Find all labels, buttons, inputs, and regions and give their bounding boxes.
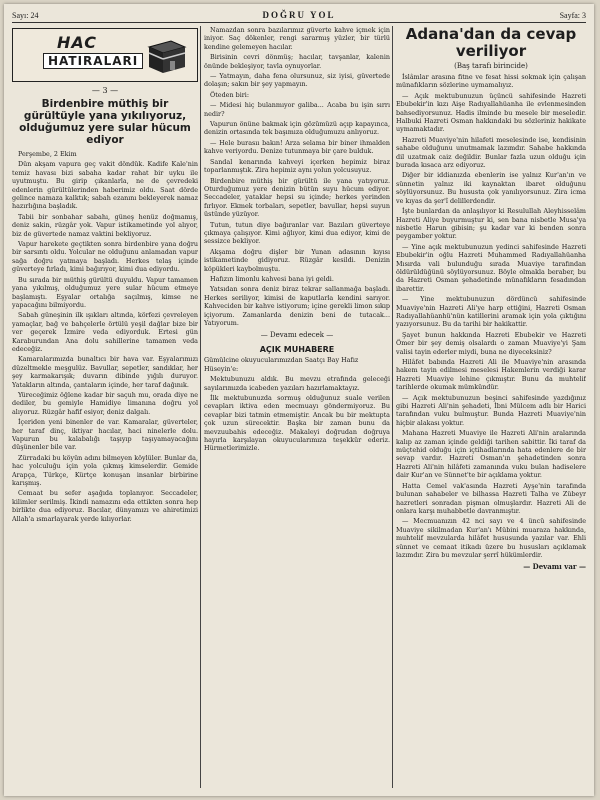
acik-muhabere-title: AÇIK MUHABERE [259,345,335,355]
paragraph: Hazreti Muaviye'nin hilafeti meselesinde ise, kendisinin sahabe olduğunu unutmamak lazımdır. Sahabe hakkında dil uzatmak caiz değildir. Bunlar fazla uzun olduğu için burada kısaca arz ediyoruz. [396,135,586,170]
paragraph: — Yine mektubunuzun dördüncü sahifesinde Muaviye'nin Hazreti Ali'ye harp ettiğini, Hazreti Osman Radıyallahüanhü'nün katillerini aramak için yola çıktığını yazıyorsunuz. Bu da tarihi bir hakikattir. [396,295,586,329]
page-header [12,8,586,23]
acik-muhabere-body [204,375,390,453]
paragraph: Vapurun önüne bakmak için gözümüzü açıp kapayınca, denizin ortasında tek başımıza olduğumuzu anlıyoruz. [204,120,390,137]
column-3 [396,26,586,790]
column-rule-2 [392,26,393,788]
paragraph: — Yine açık mektubunuzun yedinci sahifesinde Hazreti Ebubekir'in oğlu Hazreti Muhammed Radıyallahüanha Mısırda vali bulunduğu sırada Muaviye tarafından öldürüldüğünü söylüyorsunuz. Böyle olmakla beraber, bu da Hazreti Osman şehadetinde münafıkların fesadından ibarettir. [396,242,586,293]
paragraph: — Hele burasıı bakın! Arza selama bir biner ihmalden kahve veriyordu. Denize tutunmaya bir çare bulduk. [204,138,390,156]
paragraph: Birdenbire müthiş bir gürültü ile yana yatıyoruz. Oturduğumuz yere denizin bütün suyu hücum ediyor. Seccadeler, yataklar hepsi su içinde; herkes yerinden fırlıyor. Ekmek torbaları, sepetler, bavullar, hepsi suyun üstünde yüzüyor. [204,176,390,219]
page-number-right: Sayfa: 3 [559,10,586,20]
section-number: — 3 — [91,86,119,95]
article-continuation [204,26,390,327]
kaaba-icon [143,33,191,77]
paragraph: İşte bunlardan da anlaşılıyor ki Resulullah Aleyhisselâm Hazreti Aliye buyurmuştur ki, sen bana nisbetle Musa'ya nisbetle Harun gibisin; şu kadar var ki benden sonra peygamber yoktur. [396,207,586,241]
paragraph: Bu sırada bir müthiş gürültü duyuldu. Vapur tamamen yana yıkılmış, olduğumuz yere sular hücum etmeye başlamıştı. Eşyalar ortalığa saçılmış, kimse ne yapacağını bilmiyordu. [12,275,198,309]
column-1 [12,26,198,790]
paragraph: Mahana Hazreti Muaviye ile Hazreti Ali'nin aralarında kalıp az zaman içinde geldiği tarihen sabittir. İki taraf da müçtehid olduğu için içtihadlarında hata edenlere de bir sevap vardır. Hazreti Osman'ın şehadetinden sonra Hazreti Ali'nin hilâfeti zamanında vuku bulan hadiselere dair Kur'an ve Sünnet'te bir açıklama yoktur. [396,429,586,480]
paragraph: Zürradaki bu köyün adını bilmeyen köylüler. Bunlar da, hac yolculuğu için yola çıkmış kimselerdir. Gemide Arapça, Türkçe, Kürtçe konuşan insanlar birbirine karışmış. [12,453,198,488]
paragraph: İlk mektubunuzda sormuş olduğunuz suale verilen cevapları iktiva eden mecmuayı göndermiyoruz. Bu cevaplar bizi tatmin etmemiştir. Ancak bu bir mektupta çok uzun sürecektir. Başka bir zaman bunu da mevzuubahis edeceğiz. Makaleyi doğrudan doğruya hayırla karşılayan okuyucularımıza teşekkür ederiz. Hürmetlerimizle. [204,394,390,453]
paragraph: Sandal kenarında kahveyi içerken hepimiz biraz toparlanmıştık. Zira hepimiz aynı yolun yolcusuyuz. [204,157,390,175]
paragraph: Diğer bir iddianızda ebenlerin ise yalnız Kur'an'ın ve sünnetin yalnız iki kaynaktan ibaret olduğunu söylüyorsunuz. Bu hususta çok yanılıyorsunuz. Zira icma ve kıyas da şer'î delillerdendir. [396,171,586,205]
newspaper-page [4,4,594,796]
hac-hatiralari-logo [12,28,198,82]
devam-var-note: — Devamı var — [523,562,586,572]
paragraph: Tutun, tutun diye bağıranlar var. Bazıları güverteye çıkmaya çalışıyor. Kimi ağlıyor, kimi dua ediyor, kimi de sessizce bekliyor. [204,220,390,246]
paragraph: Şayet bunun hakkında Hazreti Ebubekir ve Hazreti Ömer bir şey demiş olsalardı o zaman Muaviye'yi Şam valisi tayin ederler miydi, buna ne diyeceksiniz? [396,330,586,356]
column-2 [204,26,390,790]
adana-body [396,73,586,559]
paragraph: Hafızın limonlu kahvesi bana iyi geldi. [210,274,334,283]
paragraph: Mektubunuzu aldık. Bu mevzu etrafında geleceği sayılarımızda icabeden yazıları hazırlamaktayız. [204,375,390,392]
paragraph: Hilâfet babında Hazreti Ali ile Muaviye'nin arasında hakem tayin edilmesi meselesi Hakemlerin verdiği karar Hazreti Muaviye lehine çıkmıştır. Bunu da muhtelif tarihlerde okumak mümkündür. [396,358,586,392]
article-headline: Birdenbire müthiş bir gürültüyle yana yıkılıyoruz, olduğumuz yere sular hücum ediyor [19,98,191,146]
paragraph: Dün akşam vapura geç vakit döndük. Kadife Kale'nin temiz havası bizi sabaha kadar rahat bir uyku ile uyutmuştu. Bu girip çıkanlarla, ne de çevredeki edenlerin gürültülerinden haberimiz oldu. Saat dörde gelince namaza kalktık; sabah ezanını bekleyerek namaz hazırlığına başladık. [12,160,198,211]
paragraph: — Mecmuanızın 42 nci sayı ve 4 üncü sahifesinde Muaviye sikilmadan Kur'an'ı Mübini muaraza hakkında, muhtelif mevzularda hilâfet hususunda yazılar var. Ehli sünnet ve cemaat itikadı üzere bu hususları açıklamak lazımdır. Zira bu mevzular şerrî hükümlerdir. [396,517,586,559]
paragraph: İçeriden yeni binenler de var. Kamaralar, güverteler, her taraf dinç, iktiyar hacılar, haci ninelerle dolu. Vapurun bu kalabalığı taşıyıp taşıyamayacağını düşünenler bile var. [12,418,198,452]
paragraph: İslâmlar arasına fitne ve fesat hissi sokmak için çalışan münafıkların sözlerine uymamalıyız. [396,73,586,90]
paragraph: — Midesi hiç bulanmıyor galiba... Acaba bu işin sırrı nedir? [204,101,390,118]
paragraph: Namazdan sonra bazılarımız güverte kahve içmek için iniyor. Saç dökenler, rengi sararmış yüzler, bir türlü kendine gelemeyen hacılar. [204,26,390,51]
logo-hatiralari-text: HATIRALARI [43,53,143,69]
paragraph: — Açık mektubunuzun üçüncü sahifesinde Hazreti Ebubekir'in kızı Aişe Radıyallahüanha ile evlenmesinden bahsediyorsunuz. Hadis ilminde bu mesele bir meseledir. Halbuki Hazreti Osman hakkındaki bu sözleriniz hakikate uymamaktadır. [396,91,586,134]
paragraph: — Yatmayın, daha fena olursunuz, siz iyisi, güvertede dolaşın; sakın bir şey yapmayın. [204,72,390,89]
paragraph: Öteden biri: [210,90,249,99]
article-body [12,150,198,523]
paragraph: Yüreceğimiz öğlene kadar bir saçuh mu, orada diye ne dediler, bu gemiyle Hamidiye limanına doğru yol alıyoruz. Rüzgâr hafif esiyor, deniz dalgalı. [12,390,198,416]
paragraph: Tabii bir sonbahar sabahı, güneş henüz doğmamış, deniz sakin, rüzgâr yok. Vapur istikametinde yol alıyor, biz de güvertede namaz vaktini bekliyoruz. [12,212,198,238]
adana-subtitle: (Baş tarafı birincide) [454,62,528,70]
devam-note: — Devamı edecek — [260,331,334,340]
paragraph: Hatta Cemel vak'asında Hazreti Ayşe'nin tarafında bulunan sahabeler ve bilhassa Hazreti Talha ve Zübeyr hazretleri sonradan pişman olmuşlardır. Hazreti Ali de onlara karşı muhabbetle davranmıştır. [396,481,586,515]
paragraph: Birisinin cevri dönmüş; hacılar, tavşanlar, kalenin önünde bekleşiyor, tavla oynuyorlar. [204,53,390,70]
column-rule-1 [200,26,201,788]
paragraph: Perşembe, 2 Ekim [18,150,77,158]
paragraph: — Açık mektubunuzun beşinci sahifesinde yazdığınız gibi Hazreti Ali'nin şehadeti, İbni Mülcem adlı bir Harici tarafından vuku bulmuştur. Bunda Hazreti Muaviye'nin hiçbir alakası yoktur. [396,393,586,427]
logo-hac-text: HAC [57,33,98,52]
paragraph: Akşama doğru dişler bir Yunan adasının kıyısı istikametinde gidiyoruz. Rüzgâr kesildi. Denizin köpükleri kaybolmuştu. [204,247,390,273]
newspaper-name: DOĞRU YOL [262,10,336,20]
paragraph: Vapur harekete geçtikten sonra birdenbire yana doğru bir sarsıntı oldu. Yolcular ne olduğunu anlamadan vapur sağa doğru yatmaya başladı. Herkes telaş içinde güverteye fırladı, kimi bağırıyor, kimi dua ediyordu. [12,240,198,274]
paragraph: Yatsıdan sonra deniz biraz tekrar sallanmağa başladı. Herkes seriliyor, kimisi de kaputlarla kendini sarıyor. Kahveciden bir kahve istiyorum; içine gerekli limon sıkıp içiyorum. Zamanlarda denizin beni de tutacak... Yatıyorum. [204,285,390,327]
acik-muhabere-recipient: Gümülcine okuyucularımızdan Saatçı Bay Hafız Hüseyin'e: [204,356,359,373]
paragraph: Kamaralarımızda bunaltıcı bir hava var. Eşyalarımızı düzeltmekle meşgulüz. Bavullar, sepetler, sandıklar, her şey karmakarışık; duvarın dibinde yığılı duruyor. Yatakların altında, çantaların içinde, her taraf dağınık. [12,355,198,389]
adana-headline: Adana'dan da cevap veriliyor [405,26,577,60]
page-number-left: Sayı: 24 [12,10,39,20]
paragraph: Sabah güneşinin ilk ışıkları altında, körfezi çevreleyen yamaçlar, bağ ve bahçelerle örtülü yeşil dağlar bize bir ver geçerek İzmire veda ediyorduk. Ertesi gün Karaburundan Ana dolu sahillerine tamamen veda edeceğiz. [12,311,198,353]
paragraph: Cemaat bu sefer aşağıda toplanıyor. Seccadeler, kilimler serilmiş. İkindi namazını eda ettikten sonra hep birlikte dua ediyoruz. Bacılar, dünyamızı ve ahiretimizi Allah'a ısmarlayarak yerde kılıyorlar. [12,489,198,523]
